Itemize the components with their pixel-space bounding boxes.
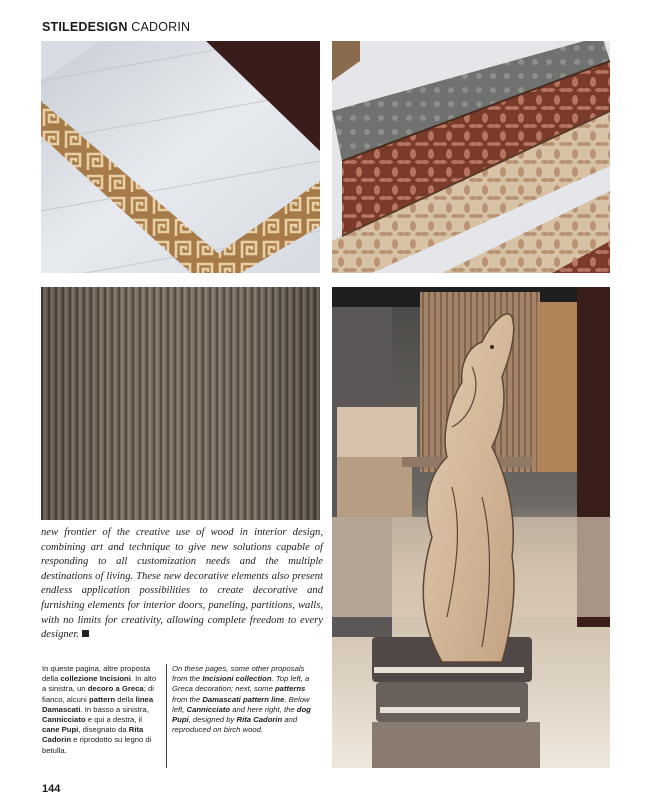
magazine-name: STILEDESIGN [42,20,128,34]
brand-name: CADORIN [131,20,191,34]
caption-english: On these pages, some other proposals from the Incisioni collection. Top left, a Greca decoration; next, some patterns from the Damascati pattern line. Below left, Cannicciato and here right, the dog Pupi, designed by Rita Cadorin and reproduced on birch wood. [172,664,311,735]
cannicciato-panel-photo [41,287,320,520]
caption-italian: In queste pagina, altre proposta della collezione Incisioni. In alto a sinistra, un decoro a Greca; di fianco, alcuni pattern della linea Damascati. In basso a sinistra, Cannicciato e qui a destra, il cane Pupi, disegnato da Rita Cadorin e riprodotto su legno di betulla. [42,664,157,755]
greca-decor-photo [41,41,320,273]
magazine-header [42,20,190,34]
damascati-pattern-photo [332,41,610,273]
end-of-article-mark [82,630,89,637]
caption-divider [166,664,167,768]
page-number: 144 [42,783,61,795]
dog-pupi-photo [332,287,610,768]
body-text: new frontier of the creative use of wood in interior design, combining art and technique to give new solutions capable of responding to all customization needs and the multiple destinations of living. These new decorative elements also present endless application possibilities to create decorative and furnishing elements for interior doors, paneling, partitions, walls, with no limits for creativity, allowing complete freedom to every designer. [41,527,323,641]
